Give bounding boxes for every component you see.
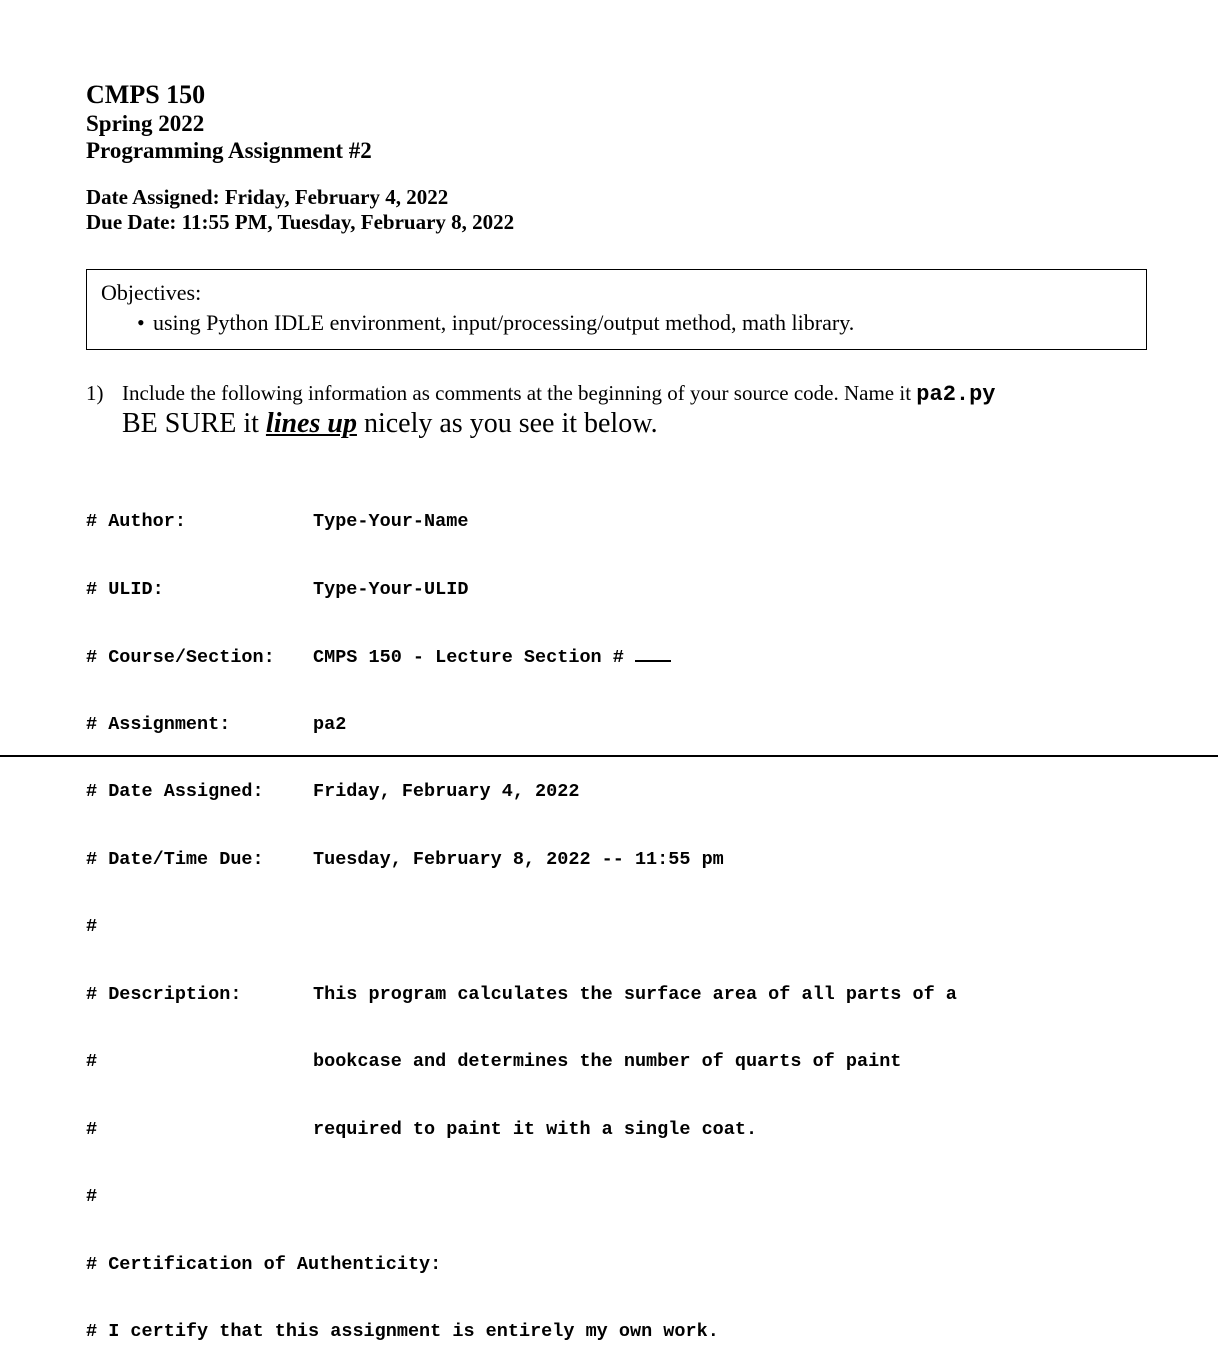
code-comment-block [86, 466, 957, 1366]
code-key: # Date Assigned: [86, 781, 264, 802]
code-line [86, 646, 957, 669]
due-date: Due Date: 11:55 PM, Tuesday, February 8, 2022 [86, 210, 515, 234]
code-value: Friday, February 4, 2022 [313, 781, 580, 802]
objective-item [137, 310, 854, 336]
code-value: This program calculates the surface area of all parts of a [313, 983, 957, 1005]
course-title: CMPS 150 [86, 80, 206, 109]
code-key: # [86, 1186, 98, 1207]
assignment-dates [86, 185, 514, 235]
term: Spring 2022 [86, 111, 205, 136]
document-header [86, 80, 372, 164]
objective-item-text: using Python IDLE environment, input/processing/output method, math library. [153, 310, 855, 335]
code-line [86, 579, 957, 602]
code-key: # Date/Time Due: [86, 848, 264, 870]
code-value: Type-Your-Name [313, 511, 469, 532]
code-key: # I certify that this assignment is entirely my own work. [86, 1321, 719, 1342]
code-value: Tuesday, February 8, 2022 -- 11:55 pm [313, 848, 724, 870]
code-value: Type-Your-ULID [313, 578, 469, 600]
code-line [86, 511, 957, 534]
instruction2-after: nicely as you see it below. [356, 408, 658, 439]
instruction-emphasis-line [122, 408, 658, 440]
code-line [86, 1254, 957, 1277]
code-key: # Certification of Authenticity: [86, 1253, 442, 1275]
section-blank-line [635, 646, 671, 662]
code-key: # Author: [86, 511, 186, 532]
instruction2-emphasis: lines up [265, 408, 357, 439]
code-line [86, 1186, 957, 1209]
code-value: required to paint it with a single coat. [313, 1118, 758, 1140]
filename: pa2.py [916, 382, 996, 407]
assignment-title: Programming Assignment #2 [86, 138, 372, 163]
code-line [86, 1321, 957, 1344]
instruction-text: Include the following information as comments at the beginning of your source code. Name it [122, 381, 917, 405]
date-assigned: Date Assigned: Friday, February 4, 2022 [86, 185, 449, 209]
instruction2-before: BE SURE it [122, 408, 266, 439]
code-line [86, 849, 957, 872]
code-key: # [86, 1051, 98, 1072]
code-key: # Assignment: [86, 713, 231, 735]
instruction-number: 1) [86, 381, 104, 405]
objectives-box [86, 269, 1147, 350]
code-key: # Description: [86, 983, 242, 1005]
code-value: pa2 [313, 713, 347, 735]
code-key: # Course/Section: [86, 647, 275, 668]
code-line [86, 714, 957, 737]
code-value: bookcase and determines the number of quarts of paint [313, 1051, 902, 1072]
code-line [86, 984, 957, 1007]
objectives-title: Objectives: [101, 280, 202, 305]
code-line [86, 916, 957, 939]
code-line [86, 1051, 957, 1074]
code-line [86, 1119, 957, 1142]
bullet-icon: • [137, 310, 145, 335]
code-line [86, 781, 957, 804]
code-key: # [86, 1118, 98, 1140]
instruction-line [86, 380, 996, 408]
code-value: CMPS 150 - Lecture Section # [313, 647, 635, 668]
code-key: # ULID: [86, 578, 164, 600]
code-key: # [86, 916, 98, 937]
